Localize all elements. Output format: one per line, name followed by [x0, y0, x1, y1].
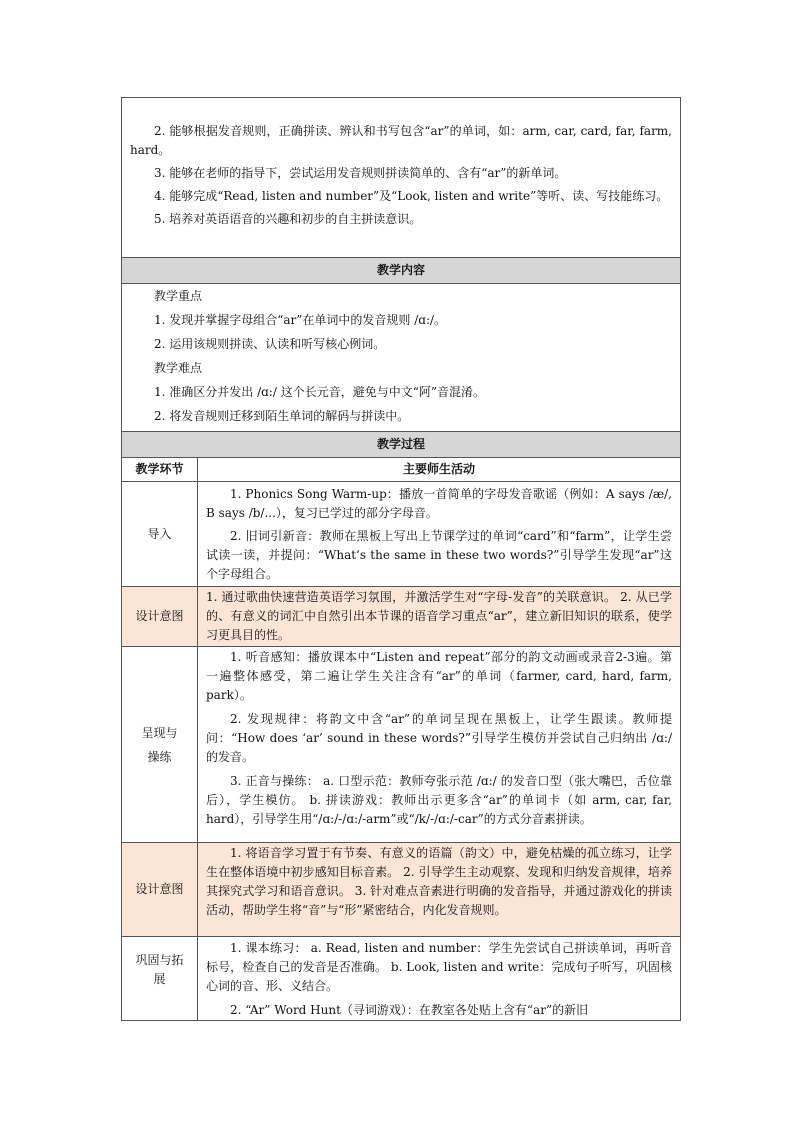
activity-item: 2. 发现规律：将韵文中含“ar”的单词呈现在黑板上，让学生跟读。教师提问：“How does ‘ar’ sound in these words?”引导学生模仿并尝试自己归纳出 /ɑ:/ 的发音。	[206, 712, 672, 764]
content-row	[122, 284, 681, 432]
stage-label: 巩固与拓展	[122, 937, 198, 1021]
design-row-intro	[122, 587, 681, 647]
key-point-item: 1. 发现并掌握字母组合“ar”在单词中的发音规则 /ɑ:/。	[154, 313, 447, 327]
objective-item: 4. 能够完成“Read, listen and number”及“Look, listen and write”等听、读、写技能练习。	[154, 189, 669, 203]
activity-item: 1. 听音感知：播放课本中“Listen and repeat”部分的韵文动画或录音2-3遍。第一遍整体感受，第二遍让学生关注含有“ar”的单词（farmer, card, hard, farm, park）。	[206, 650, 672, 702]
key-point-item: 2. 运用该规则拼读、认读和听写核心例词。	[154, 337, 386, 351]
stage-row-consolidate	[122, 937, 681, 1021]
objectives-row	[122, 98, 681, 258]
objective-item: 3. 能够在老师的指导下，尝试运用发音规则拼读简单的、含有“ar”的新单词。	[154, 166, 567, 180]
stage-column-header: 教学环节	[122, 458, 198, 482]
difficult-point-item: 2. 将发音规则迁移到陌生单词的解码与拼读中。	[154, 409, 410, 423]
design-cell	[198, 843, 681, 937]
lesson-plan-table	[121, 97, 681, 1021]
key-points-title: 教学重点	[154, 289, 203, 303]
content-cell	[122, 284, 681, 432]
activity-item: 3. 正音与操练： a. 口型示范：教师夸张示范 /ɑ:/ 的发音口型（张大嘴巴，舌位靠后），学生模仿。 b. 拼读游戏：教师出示更多含“ar”的单词卡（如 arm, car, far, hard），引导学生用“/ɑ:/-/ɑ:/-arm”或“/k/-/ɑ:/-car”的方式分音素拼读。	[206, 774, 672, 826]
objectives-cell	[122, 98, 681, 258]
design-text: 1. 将语音学习置于有节奏、有意义的语篇（韵文）中，避免枯燥的孤立练习，让学生在整体语境中初步感知目标音素。 2. 引导学生主动观察、发现和归纳发音规律，培养其探究式学习和语音意识。 3. 针对难点音素进行明确的发音指导，并通过游戏化的拼读活动，帮助学生将“音”与“形”紧密结合，内化发音规则。	[206, 846, 672, 917]
design-label: 设计意图	[122, 843, 198, 937]
objective-item: 2. 能够根据发音规则，正确拼读、辨认和书写包含“ar”的单词，如：arm, car, card, far, farm, hard。	[130, 124, 672, 157]
content-section-header: 教学内容	[122, 258, 681, 284]
design-label: 设计意图	[122, 587, 198, 647]
difficult-point-item: 1. 准确区分并发出 /ɑ:/ 这个长元音，避免与中文“阿”音混淆。	[154, 385, 485, 399]
stage-activities	[198, 937, 681, 1021]
stage-label	[122, 647, 198, 843]
stage-activities	[198, 647, 681, 843]
activity-item: 1. Phonics Song Warm-up：播放一首简单的字母发音歌谣（例如：A says /æ/, B says /b/...），复习已学过的部分字母音。	[206, 487, 672, 520]
design-cell	[198, 587, 681, 647]
objective-item: 5. 培养对英语语音的兴趣和初步的自主拼读意识。	[154, 212, 422, 226]
stage-row-intro	[122, 482, 681, 587]
activity-item: 2. “Ar” Word Hunt（寻词游戏）：在教室各处贴上含有“ar”的新旧	[230, 1003, 589, 1017]
stage-label-line: 呈现与	[141, 725, 178, 740]
stage-activities	[198, 482, 681, 587]
stage-label-line: 操练	[147, 749, 172, 764]
activity-item: 1. 课本练习： a. Read, listen and number：学生先尝试自己拼读单词，再听音标号，检查自己的发音是否准确。 b. Look, listen and write：完成句子听写，巩固核心词的音、形、义结合。	[206, 941, 672, 993]
design-row-practice	[122, 843, 681, 937]
process-section-header: 教学过程	[122, 432, 681, 458]
stage-label: 导入	[122, 482, 198, 587]
activity-item: 2. 旧词引新音：教师在黑板上写出上节课学过的单词“card”和“farm”，让学生尝试读一读，并提问：“What‘s the same in these two words?”引导学生发现“ar”这个字母组合。	[206, 529, 672, 581]
activity-column-header: 主要师生活动	[198, 458, 681, 482]
difficult-points-title: 教学难点	[154, 361, 203, 375]
stage-row-practice	[122, 647, 681, 843]
design-text: 1. 通过歌曲快速营造英语学习氛围，并激活学生对“字母-发音”的关联意识。 2. 从已学的、有意义的词汇中自然引出本节课的语音学习重点“ar”，建立新旧知识的联系，使学习更具目的性。	[206, 590, 672, 642]
